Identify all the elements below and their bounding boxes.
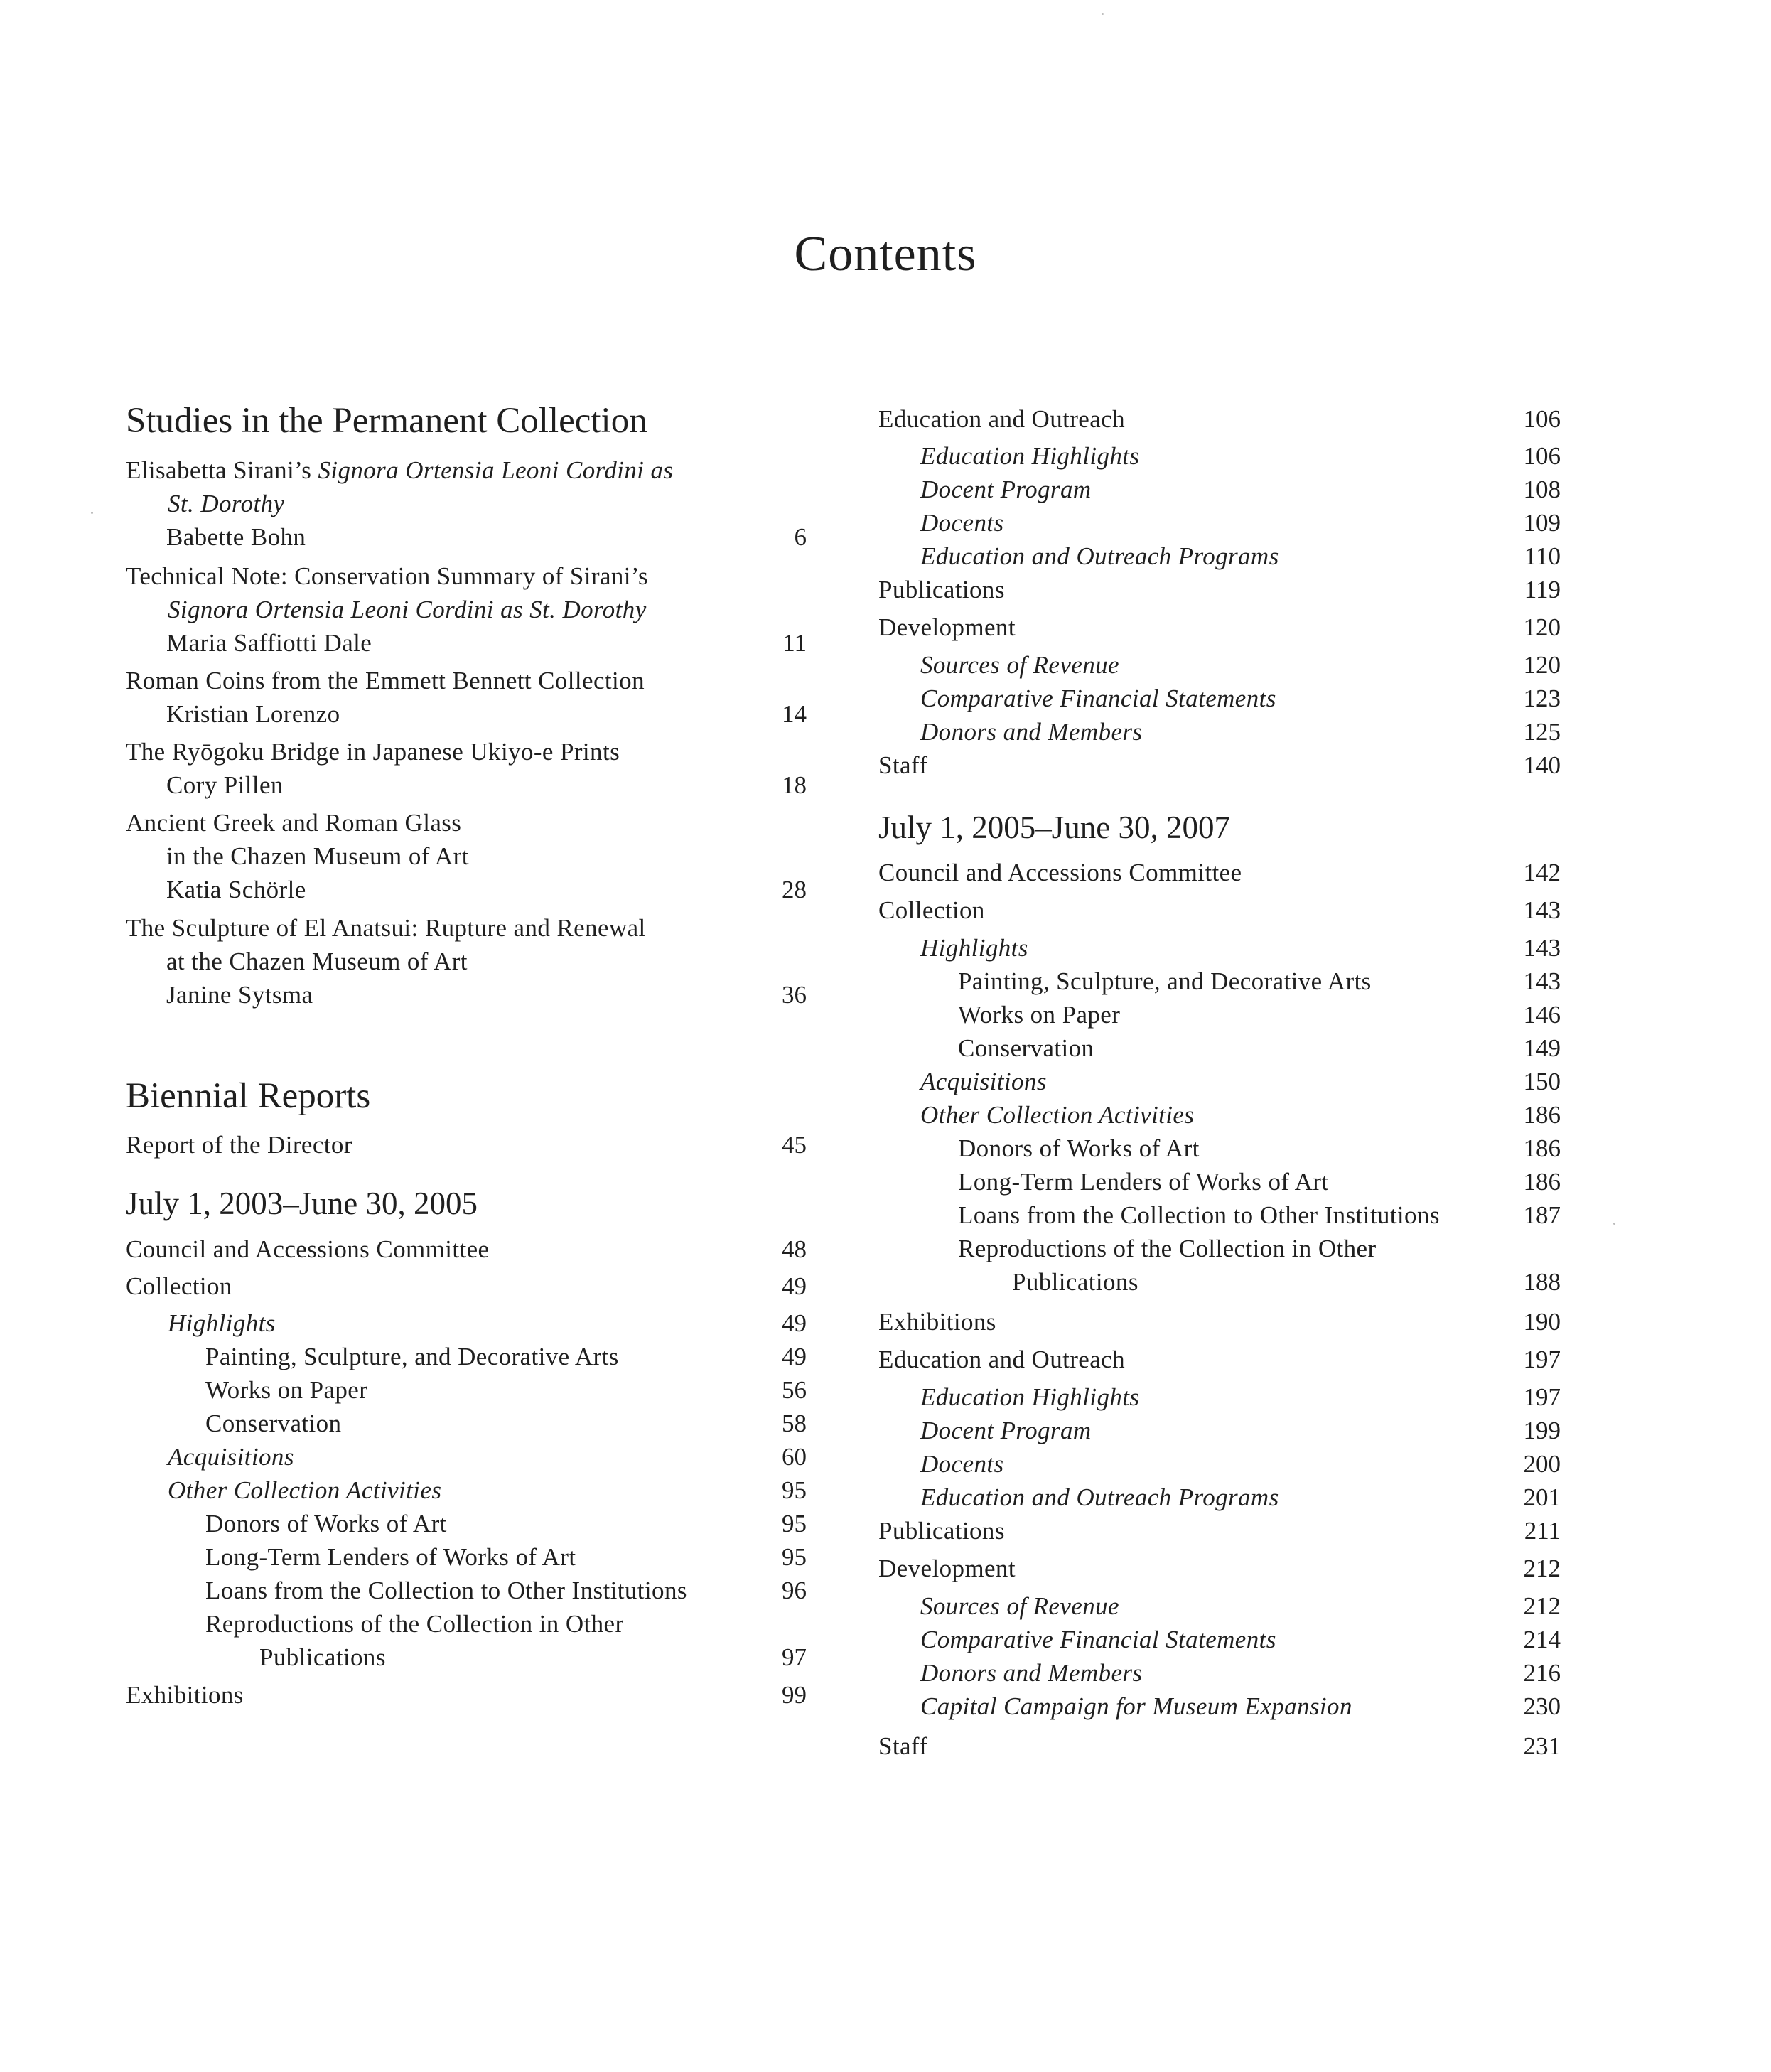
page-number: 106	[1523, 442, 1561, 470]
entry-author: Katia Schörle	[166, 876, 306, 903]
entry-text: Roman Coins from the Emmett Bennett Collection	[126, 667, 645, 694]
entry-text: Staff	[878, 1732, 928, 1760]
entry-text: Publications	[1012, 1268, 1138, 1296]
entry-text: Conservation	[958, 1034, 1094, 1062]
entry-author: Cory Pillen	[166, 771, 284, 799]
page-number: 143	[1523, 967, 1561, 995]
page-number: 11	[782, 629, 807, 657]
entry-text: Comparative Financial Statements	[920, 1626, 1276, 1653]
entry-text: Loans from the Collection to Other Institutions	[205, 1577, 687, 1604]
page-number: 28	[782, 876, 807, 903]
entry-text: Capital Campaign for Museum Expansion	[920, 1692, 1352, 1720]
entry-author: Kristian Lorenzo	[166, 700, 340, 728]
page-number: 231	[1523, 1732, 1561, 1760]
page-number: 188	[1523, 1268, 1561, 1296]
page-number: 95	[782, 1510, 807, 1537]
entry-text: Collection	[126, 1272, 232, 1300]
entry-text: Works on Paper	[205, 1376, 368, 1404]
page-number: 48	[782, 1235, 807, 1263]
entry-text: Long-Term Lenders of Works of Art	[958, 1168, 1329, 1196]
entry-text: Education Highlights	[920, 442, 1140, 470]
page-number: 49	[782, 1272, 807, 1300]
page-number: 150	[1523, 1068, 1561, 1095]
page-number: 49	[782, 1309, 807, 1337]
entry-text: Docents	[920, 509, 1004, 537]
entry-text: Technical Note: Conservation Summary of Sirani’s	[126, 562, 649, 590]
entry-text: Education and Outreach Programs	[920, 1483, 1279, 1511]
entry-text: Painting, Sculpture, and Decorative Arts	[205, 1343, 619, 1370]
entry-text: Donors of Works of Art	[958, 1134, 1200, 1162]
entry-text: Painting, Sculpture, and Decorative Arts	[958, 967, 1372, 995]
page-number: 58	[782, 1410, 807, 1437]
entry-text: Long-Term Lenders of Works of Art	[205, 1543, 576, 1571]
page-number: 96	[782, 1577, 807, 1604]
page-number: 6	[794, 523, 807, 551]
entry-text: Council and Accessions Committee	[878, 859, 1242, 886]
entry-text: Education and Outreach	[878, 405, 1125, 433]
page-number: 99	[782, 1681, 807, 1709]
page-number: 142	[1523, 859, 1561, 886]
entry-text: Report of the Director	[126, 1131, 352, 1159]
entry-text: Comparative Financial Statements	[920, 685, 1276, 712]
page-number: 216	[1523, 1659, 1561, 1687]
page-number: 14	[782, 700, 807, 728]
entry-text: Conservation	[205, 1410, 342, 1437]
page-number: 95	[782, 1476, 807, 1504]
page-number: 120	[1523, 651, 1561, 679]
entry-author: Janine Sytsma	[166, 981, 313, 1009]
period-heading-2005-2007: July 1, 2005–June 30, 2007	[878, 810, 1230, 845]
page-number: 197	[1523, 1346, 1561, 1373]
page-number: 186	[1523, 1134, 1561, 1162]
entry-text: Highlights	[168, 1309, 276, 1337]
entry-text: Acquisitions	[168, 1443, 294, 1471]
scan-speck	[1613, 1223, 1615, 1225]
entry-title-italic: Signora Ortensia Leoni Cordini as St. Dorothy	[168, 596, 647, 623]
entry-text: Exhibitions	[126, 1681, 244, 1709]
entry-text: Works on Paper	[958, 1001, 1121, 1029]
page-number: 36	[782, 981, 807, 1009]
page-number: 201	[1523, 1483, 1561, 1511]
entry-text: The Ryōgoku Bridge in Japanese Ukiyo-e Prints	[126, 738, 620, 766]
page-number: 212	[1523, 1592, 1561, 1620]
entry-text: Docent Program	[920, 1417, 1092, 1444]
page-number: 119	[1524, 576, 1561, 603]
entry-text: Publications	[878, 1517, 1005, 1545]
page-number: 149	[1523, 1034, 1561, 1062]
page-number: 190	[1523, 1308, 1561, 1336]
section-heading-studies: Studies in the Permanent Collection	[126, 401, 647, 441]
page-title: Contents	[794, 227, 977, 281]
page-number: 186	[1523, 1168, 1561, 1196]
page-number: 187	[1523, 1201, 1561, 1229]
section-heading-biennial: Biennial Reports	[126, 1076, 371, 1116]
entry-text: Council and Accessions Committee	[126, 1235, 490, 1263]
entry-text: Exhibitions	[878, 1308, 996, 1336]
entry-text: Donors and Members	[920, 1659, 1143, 1687]
page-number: 95	[782, 1543, 807, 1571]
page-number: 212	[1523, 1555, 1561, 1582]
page-number: 56	[782, 1376, 807, 1404]
entry-text: Other Collection Activities	[168, 1476, 442, 1504]
entry-text: at the Chazen Museum of Art	[166, 948, 468, 975]
page-number: 60	[782, 1443, 807, 1471]
entry-text: Reproductions of the Collection in Other	[958, 1235, 1377, 1262]
page-number: 108	[1523, 476, 1561, 503]
page-number: 109	[1523, 509, 1561, 537]
entry-text: Acquisitions	[920, 1068, 1047, 1095]
page-number: 140	[1523, 751, 1561, 779]
entry-text: Education and Outreach	[878, 1346, 1125, 1373]
entry-author: Maria Saffiotti Dale	[166, 629, 372, 657]
page-number: 214	[1523, 1626, 1561, 1653]
entry-text: Development	[878, 1555, 1016, 1582]
entry-text: in the Chazen Museum of Art	[166, 842, 469, 870]
entry-text: Other Collection Activities	[920, 1101, 1195, 1129]
scan-speck	[91, 512, 93, 514]
entry-text: Docent Program	[920, 476, 1092, 503]
page-number: 143	[1523, 896, 1561, 924]
entry-text: Education Highlights	[920, 1383, 1140, 1411]
page-number: 45	[782, 1131, 807, 1159]
entry-text: Sources of Revenue	[920, 651, 1119, 679]
entry-title-italic: Signora Ortensia Leoni Cordini as	[318, 456, 674, 484]
page-number: 197	[1523, 1383, 1561, 1411]
entry-text: Reproductions of the Collection in Other	[205, 1610, 624, 1638]
page-number: 211	[1524, 1517, 1561, 1545]
entry-text: Collection	[878, 896, 985, 924]
page-number: 143	[1523, 934, 1561, 962]
page-number: 200	[1523, 1450, 1561, 1478]
page-number: 230	[1523, 1692, 1561, 1720]
entry-text: Staff	[878, 751, 928, 779]
page-number: 18	[782, 771, 807, 799]
entry-text: Highlights	[920, 934, 1028, 962]
page-number: 49	[782, 1343, 807, 1370]
entry-text: Publications	[259, 1643, 386, 1671]
entry-text: Donors of Works of Art	[205, 1510, 447, 1537]
entry-author: Babette Bohn	[166, 523, 306, 551]
entry-text: Development	[878, 613, 1016, 641]
entry-text: Loans from the Collection to Other Institutions	[958, 1201, 1440, 1229]
period-heading-2003-2005: July 1, 2003–June 30, 2005	[126, 1186, 478, 1221]
entry-text: Elisabetta Sirani’s	[126, 456, 318, 484]
page-number: 199	[1523, 1417, 1561, 1444]
entry-text: Sources of Revenue	[920, 1592, 1119, 1620]
entry-text: Publications	[878, 576, 1005, 603]
entry-title-italic: St. Dorothy	[168, 490, 285, 517]
page-number: 106	[1523, 405, 1561, 433]
entry-text: Ancient Greek and Roman Glass	[126, 809, 462, 837]
page-number: 123	[1523, 685, 1561, 712]
page-number: 120	[1523, 613, 1561, 641]
entry-text: Donors and Members	[920, 718, 1143, 746]
entry-text: Education and Outreach Programs	[920, 542, 1279, 570]
page-number: 110	[1524, 542, 1561, 570]
entry-text: The Sculpture of El Anatsui: Rupture and Renewal	[126, 914, 646, 942]
page-number: 97	[782, 1643, 807, 1671]
page-number: 125	[1523, 718, 1561, 746]
page-number: 146	[1523, 1001, 1561, 1029]
entry-text: Docents	[920, 1450, 1004, 1478]
scan-speck	[1102, 13, 1104, 15]
page-number: 186	[1523, 1101, 1561, 1129]
